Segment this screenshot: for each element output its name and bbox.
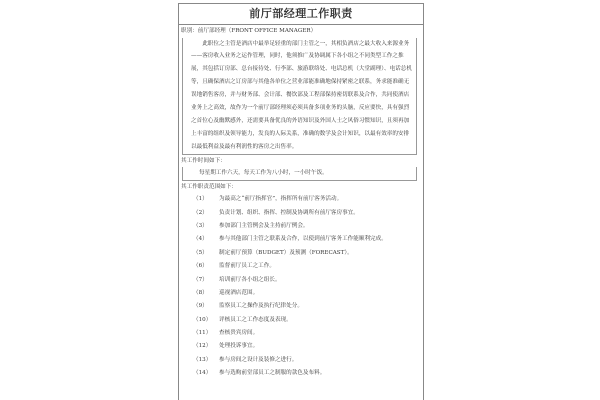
duty-item xyxy=(181,260,423,273)
duty-number: （10） xyxy=(193,316,212,323)
duty-number: （9） xyxy=(193,303,208,310)
duty-number: （8） xyxy=(193,289,208,296)
duty-item xyxy=(181,193,423,206)
duty-number: （11） xyxy=(193,330,212,337)
duty-text: 监督前厅员工之工作。 xyxy=(219,263,275,270)
document-body xyxy=(179,25,423,381)
duty-item xyxy=(181,233,423,246)
duty-number: （3） xyxy=(193,222,208,229)
duty-text: 巡视酒店范围。 xyxy=(219,289,259,296)
duty-item xyxy=(181,327,423,340)
duty-item xyxy=(181,354,423,367)
position-line: 职别：前厅部经理（FRONT OFFICE MANAGER） xyxy=(181,28,317,34)
duty-number: （5） xyxy=(193,249,208,256)
duty-number: （13） xyxy=(193,356,212,363)
work-time-text: 每星期工作六天，每天工作为八小时，一小时午饭。 xyxy=(182,167,417,181)
duty-item xyxy=(181,314,423,327)
duty-item xyxy=(181,207,423,220)
duty-number: （6） xyxy=(193,263,208,270)
duty-text: 制定前厅预算（BUDGET）及预测（FORECAST）。 xyxy=(219,249,353,256)
duty-number: （12） xyxy=(193,343,212,350)
duty-text: 评核员工之工作态度及表现。 xyxy=(219,316,292,323)
duty-text: 培训前厅各小组之组长。 xyxy=(219,276,281,283)
duty-text: 参与房间之设计及装修之进行。 xyxy=(219,356,298,363)
document-title: 前厅部经理工作职责 xyxy=(179,4,423,25)
duty-text: 参与其他部门主管之联系及合作，以使到前厅客务工作能顺利完成。 xyxy=(219,236,387,243)
duty-number: （4） xyxy=(193,236,208,243)
duty-text: 为最高之“前厅指挥官”，指挥所有前厅客务活动。 xyxy=(219,196,343,203)
duty-item xyxy=(181,340,423,353)
duty-text: 负责计划、组织、指挥、控制及协调所有前厅客房事宜。 xyxy=(219,209,359,216)
duty-number: （1） xyxy=(193,196,208,203)
duty-item xyxy=(181,220,423,233)
duties-list xyxy=(181,193,423,380)
job-description: 此职位之主管是酒店中最举足轻重的部门主管之一，其相负酒店之最大收入来源业务——客房收入业务之运作管理，同时，他须推广及协调属下各小组之不同类型工作之推展，其包括订房部、总台接待处、行李部、旅游联络处、电话总机（大堂副理）、电话总机等，且确保酒店之订房部与其他各单位之营业部能准确地保持紧密之联系，务求能准确无误地销售客房，并与财务部、会计部、餐饮部及工程部保持密切联系及合作，共同使酒店业务上之高效，故作为一个前厅部经理须必须具备多项业务的头脑，反应要快，具有强烈之首位心及幽默感外，还需要具备优良的外语知识及外国人士之风俗习惯知识，且须再加上丰富的组织及领导能力，发良的人际关系，准确的数学及会计知识，以最有效率的安排以最低利益及最有利润性的客房之出售率。 xyxy=(191,40,412,150)
duty-item xyxy=(181,300,423,313)
duty-number: （2） xyxy=(193,209,208,216)
duty-text: 监察员工之操作及执行纪律处分。 xyxy=(219,303,303,310)
description-box xyxy=(182,38,417,155)
duty-text: 参与选购前堂部员工之制服的款色及布料。 xyxy=(219,370,326,377)
duties-heading: 其工作职责范围如下： xyxy=(181,183,237,190)
duty-number: （14） xyxy=(193,370,212,377)
duty-text: 处理投诉事宜。 xyxy=(219,343,259,350)
document-page xyxy=(178,3,424,400)
duty-text: 参加部门主管例会及主持前厅例会。 xyxy=(219,222,309,229)
duty-text: 查核贵宾房间。 xyxy=(219,330,259,337)
work-time-heading: 其工作时间如下： xyxy=(181,157,226,164)
duty-item xyxy=(181,247,423,260)
duty-item xyxy=(181,367,423,380)
duty-number: （7） xyxy=(193,276,208,283)
duty-item xyxy=(181,274,423,287)
duty-item xyxy=(181,287,423,300)
